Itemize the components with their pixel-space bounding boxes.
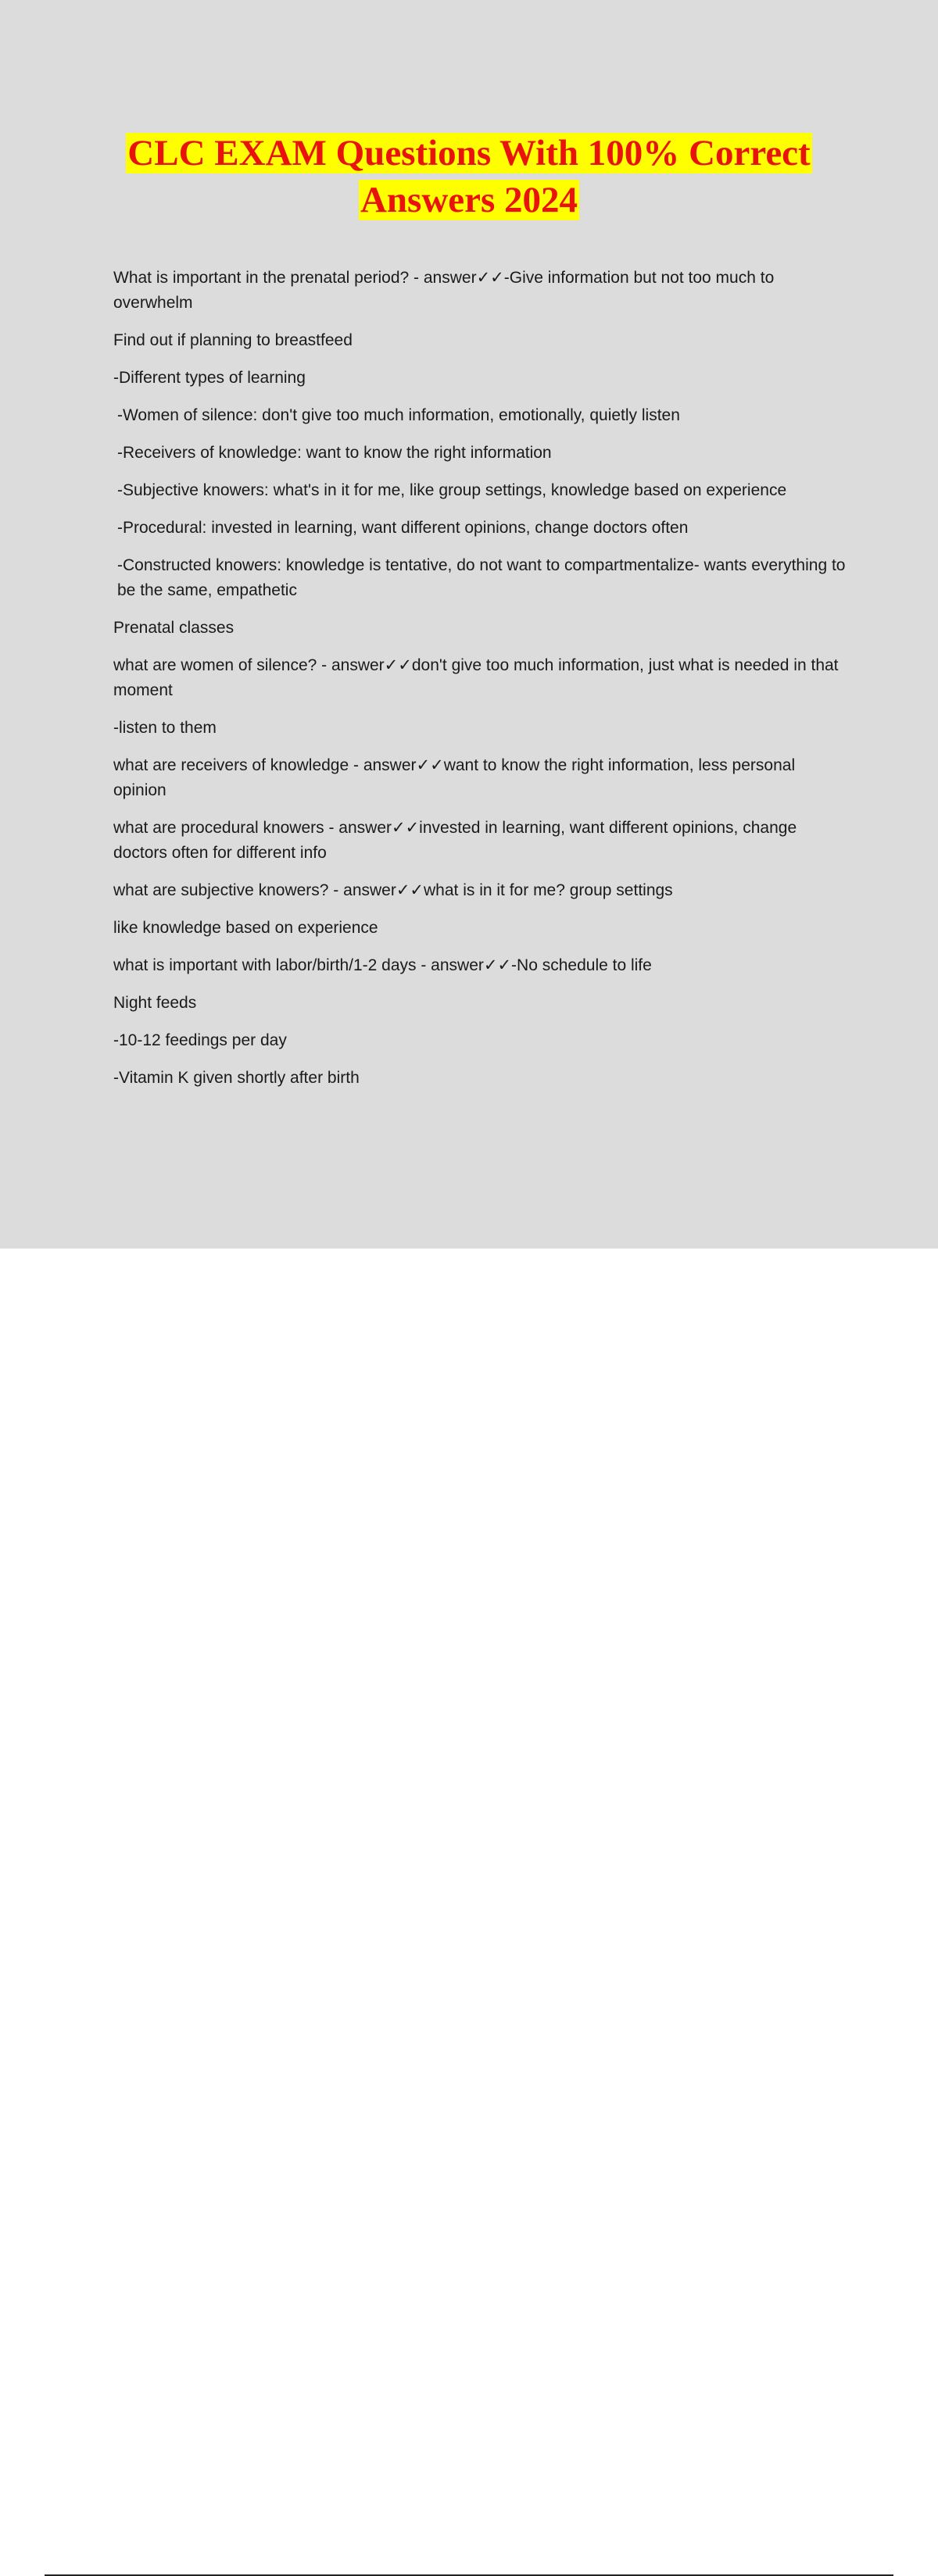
paragraph: Night feeds xyxy=(113,994,197,1012)
paragraph: -Different types of learning xyxy=(113,369,306,387)
document-body xyxy=(113,266,848,1103)
paragraph: Prenatal classes xyxy=(113,619,234,637)
page-footer xyxy=(0,1249,938,1328)
title-line-2: Answers 2024 xyxy=(360,180,578,220)
paragraph-qa-receivers: what are receivers of knowledge - answer✓✓want to know the right information, less personal opinion xyxy=(113,756,800,799)
paragraph: -10-12 feedings per day xyxy=(113,1031,287,1049)
document-title xyxy=(78,130,860,223)
paragraph: -Procedural: invested in learning, want different opinions, change doctors often xyxy=(117,519,689,537)
paragraph-qa-subjective: what are subjective knowers? - answer✓✓what is in it for me? group settings xyxy=(113,881,673,899)
paragraph: -Constructed knowers: knowledge is tentative, do not want to compartmentalize- wants everything to be the same, empathetic xyxy=(117,556,850,599)
paragraph-qa-procedural: what are procedural knowers - answer✓✓invested in learning, want different opinions, change doctors often for different info xyxy=(113,819,801,862)
paragraph: Find out if planning to breastfeed xyxy=(113,331,353,349)
paragraph: -Receivers of knowledge: want to know the right information xyxy=(117,444,552,462)
paragraph: -listen to them xyxy=(113,719,217,737)
title-line-1: CLC EXAM Questions With 100% Correct xyxy=(127,133,811,173)
document-page xyxy=(0,0,938,1249)
paragraph: -Subjective knowers: what's in it for me, like group settings, knowledge based on experience xyxy=(117,481,787,499)
paragraph: -Women of silence: don't give too much information, emotionally, quietly listen xyxy=(117,406,680,424)
paragraph: like knowledge based on experience xyxy=(113,919,378,937)
paragraph-qa-prenatal: What is important in the prenatal period? - answer✓✓-Give information but not too much to overwhelm xyxy=(113,269,779,312)
paragraph-qa-women-of-silence: what are women of silence? - answer✓✓don't give too much information, just what is needed in that moment xyxy=(113,656,843,699)
paragraph-qa-labor-birth: what is important with labor/birth/1-2 days - answer✓✓-No schedule to life xyxy=(113,956,652,974)
paragraph: -Vitamin K given shortly after birth xyxy=(113,1069,360,1087)
